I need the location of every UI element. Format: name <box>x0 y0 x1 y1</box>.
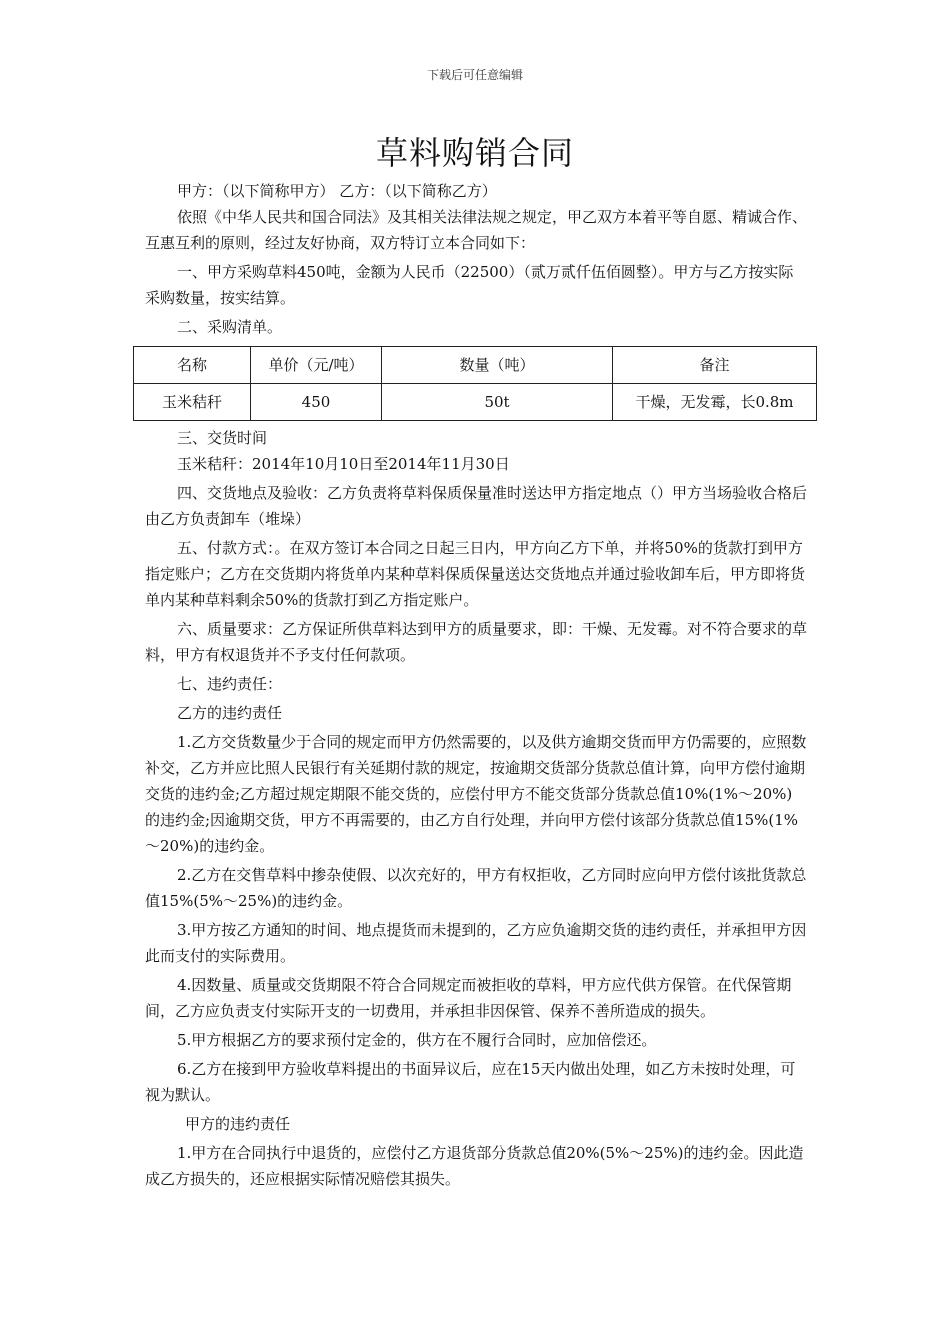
table-cell: 50t <box>382 384 613 421</box>
contract-body <box>145 178 807 1195</box>
party-b-item: 4.因数量、质量或交货期限不符合合同规定而被拒收的草料，甲方应代供方保管。在代保管期间，乙方应负责支付实际开支的一切费用，并承担非因保管、保养不善所造成的损失。 <box>145 976 792 1020</box>
table-row <box>134 384 817 421</box>
table-header-cell: 名称 <box>134 347 251 384</box>
table-header-cell: 数量（吨） <box>382 347 613 384</box>
clause-2: 二、采购清单。 <box>177 318 283 336</box>
clause-6: 六、质量要求：乙方保证所供草料达到甲方的质量要求，即：干燥、无发霉。对不符合要求的草料，甲方有权退货并不予支付任何款项。 <box>145 620 808 664</box>
intro-paragraph: 依照《中华人民共和国合同法》及其相关法律法规之规定，甲乙双方本着平等自愿、精诚合作、互惠互利的原则，经过友好协商，双方特订立本合同如下： <box>145 208 808 252</box>
clause-4: 四、交货地点及验收：乙方负责将草料保质保量准时送达甲方指定地点（）甲方当场验收合格后由乙方负责卸车（堆垛） <box>145 484 808 528</box>
party-a-heading: 甲方的违约责任 <box>185 1115 291 1133</box>
clause-3: 三、交货时间 <box>177 429 268 447</box>
party-b-item: 5.甲方根据乙方的要求预付定金的，供方在不履行合同时，应加倍偿还。 <box>177 1031 657 1049</box>
delivery-time: 玉米秸秆：2014年10月10日至2014年11月30日 <box>177 455 510 473</box>
table-header-cell: 单价（元/吨） <box>251 347 382 384</box>
clause-5: 五、付款方式：。在双方签订本合同之日起三日内，甲方向乙方下单，并将50%的货款打到甲方指定账户；乙方在交货期内将货单内某种草料保质保量送达交货地点并通过验收卸车后，甲方即将货单内某种草料剩余50%的货款打到乙方指定账户。 <box>145 539 806 609</box>
clause-1: 一、甲方采购草料450吨，金额为人民币（22500）（贰万贰仟伍佰圆整）。甲方与乙方按实际采购数量，按实结算。 <box>145 263 794 307</box>
clause-7: 七、违约责任： <box>177 675 283 693</box>
party-a-item: 1.甲方在合同执行中退货的，应偿付乙方退货部分货款总值20%(5%～25%)的违约金。因此造成乙方损失的，还应根据实际情况赔偿其损失。 <box>145 1144 804 1188</box>
party-b-item: 1.乙方交货数量少于合同的规定而甲方仍然需要的，以及供方逾期交货而甲方仍需要的，应照数补交，乙方并应比照人民银行有关延期付款的规定，按逾期交货部分货款总值计算，向甲方偿付逾期交货的违约金;乙方超过规定期限不能交货的，应偿付甲方不能交货部分货款总值10%(1%～20%)的违约金;因逾期交货，甲方不再需要的，由乙方自行处理，并向甲方偿付该部分货款总值15%(1%～20%)的违约金。 <box>145 733 807 855</box>
table-cell: 玉米秸秆 <box>134 384 251 421</box>
party-b-heading: 乙方的违约责任 <box>177 704 283 722</box>
party-b-item: 2.乙方在交售草料中掺杂使假、以次充好的，甲方有权拒收，乙方同时应向甲方偿付该批货款总值15%(5%～25%)的违约金。 <box>145 866 807 910</box>
party-b-item: 3.甲方按乙方通知的时间、地点提货而未提到的，乙方应负逾期交货的违约责任，并承担甲方因此而支付的实际费用。 <box>145 921 807 965</box>
table-header-cell: 备注 <box>613 347 817 384</box>
contract-title: 草料购销合同 <box>375 134 574 172</box>
party-b-item: 6.乙方在接到甲方验收草料提出的书面异议后，应在15天内做出处理，如乙方未按时处理，可视为默认。 <box>145 1060 796 1104</box>
table-cell: 450 <box>251 384 382 421</box>
table-header-row <box>134 347 817 384</box>
header-note: 下载后可任意编辑 <box>426 68 523 82</box>
table-cell: 干燥，无发霉，长0.8m <box>613 384 817 421</box>
parties-line: 甲方：（以下简称甲方） 乙方：（以下简称乙方） <box>177 182 497 200</box>
purchase-table <box>133 346 817 421</box>
